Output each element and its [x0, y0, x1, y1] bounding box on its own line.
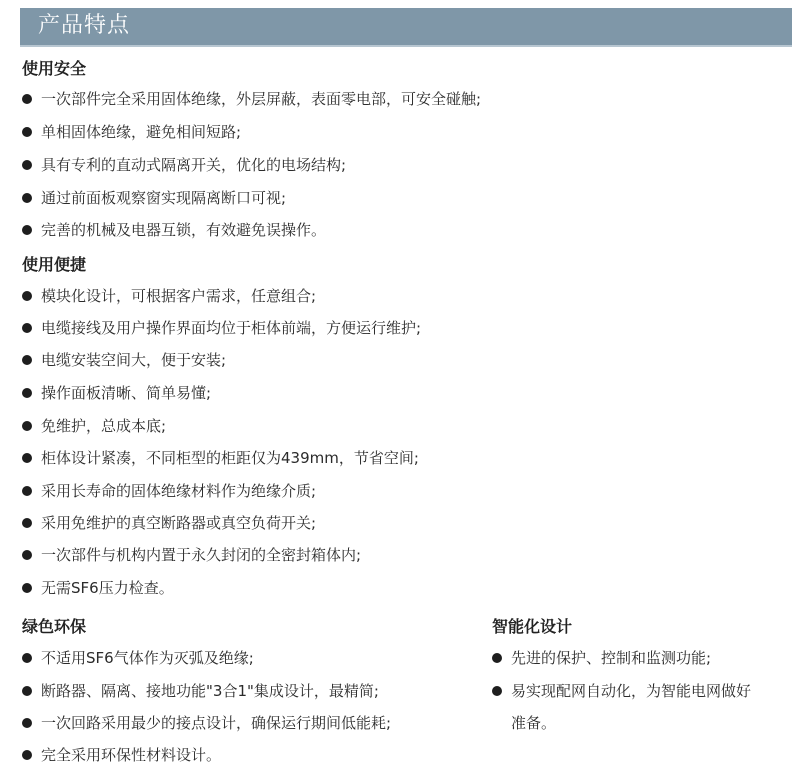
bullet-icon [22, 323, 32, 333]
bullet-icon [22, 193, 32, 203]
bullet-icon [22, 750, 32, 760]
list-item: 操作面板清晰、简单易懂; [22, 383, 211, 403]
green-section-title: 绿色环保 [22, 617, 87, 636]
bullet-icon [22, 518, 32, 528]
list-item: 电缆安装空间大，便于安装; [22, 350, 226, 370]
list-item: 柜体设计紧凑，不同柜型的柜距仅为439mm，节省空间; [22, 448, 419, 468]
list-item: 单相固体绝缘，避免相间短路; [22, 122, 241, 142]
convenience-section-title: 使用便捷 [22, 255, 87, 274]
list-item: 具有专利的直动式隔离开关，优化的电场结构; [22, 155, 346, 175]
list-item: 模块化设计，可根据客户需求，任意组合; [22, 286, 316, 306]
list-item: 一次回路采用最少的接点设计，确保运行期间低能耗; [22, 713, 391, 733]
bullet-icon [22, 127, 32, 137]
bullet-icon [492, 686, 502, 696]
bullet-icon [22, 453, 32, 463]
bullet-icon [22, 718, 32, 728]
bullet-icon [22, 291, 32, 301]
bullet-icon [22, 421, 32, 431]
section-header-bar [20, 8, 792, 47]
list-item: 一次部件完全采用固体绝缘，外层屏蔽，表面零电部，可安全碰触; [22, 89, 481, 109]
bullet-icon [22, 225, 32, 235]
bullet-icon [492, 653, 502, 663]
bullet-icon [22, 160, 32, 170]
list-item: 完善的机械及电器互锁，有效避免误操作。 [22, 220, 326, 240]
list-item: 电缆接线及用户操作界面均位于柜体前端，方便运行维护; [22, 318, 421, 338]
list-item: 完全采用环保性材料设计。 [22, 745, 221, 765]
bullet-icon [22, 486, 32, 496]
bullet-icon [22, 388, 32, 398]
smart-section-title: 智能化设计 [492, 617, 573, 636]
page-title: 产品特点 [38, 13, 131, 38]
bullet-icon [22, 550, 32, 560]
bullet-icon [22, 686, 32, 696]
list-item-continuation: 准备。 [511, 714, 557, 732]
list-item: 采用长寿命的固体绝缘材料作为绝缘介质; [22, 481, 316, 501]
list-item: 易实现配网自动化，为智能电网做好 [492, 681, 751, 701]
list-item: 不适用SF6气体作为灭弧及绝缘; [22, 648, 254, 668]
safety-section-title: 使用安全 [22, 59, 87, 78]
bullet-icon [22, 355, 32, 365]
list-item: 采用免维护的真空断路器或真空负荷开关; [22, 513, 316, 533]
list-item: 断路器、隔离、接地功能"3合1"集成设计，最精简; [22, 681, 379, 701]
list-item: 无需SF6压力检查。 [22, 578, 174, 598]
list-item: 一次部件与机构内置于永久封闭的全密封箱体内; [22, 545, 361, 565]
bullet-icon [22, 583, 32, 593]
bullet-icon [22, 94, 32, 104]
list-item: 先进的保护、控制和监测功能; [492, 648, 711, 668]
list-item: 通过前面板观察窗实现隔离断口可视; [22, 188, 286, 208]
list-item: 免维护，总成本底; [22, 416, 166, 436]
bullet-icon [22, 653, 32, 663]
